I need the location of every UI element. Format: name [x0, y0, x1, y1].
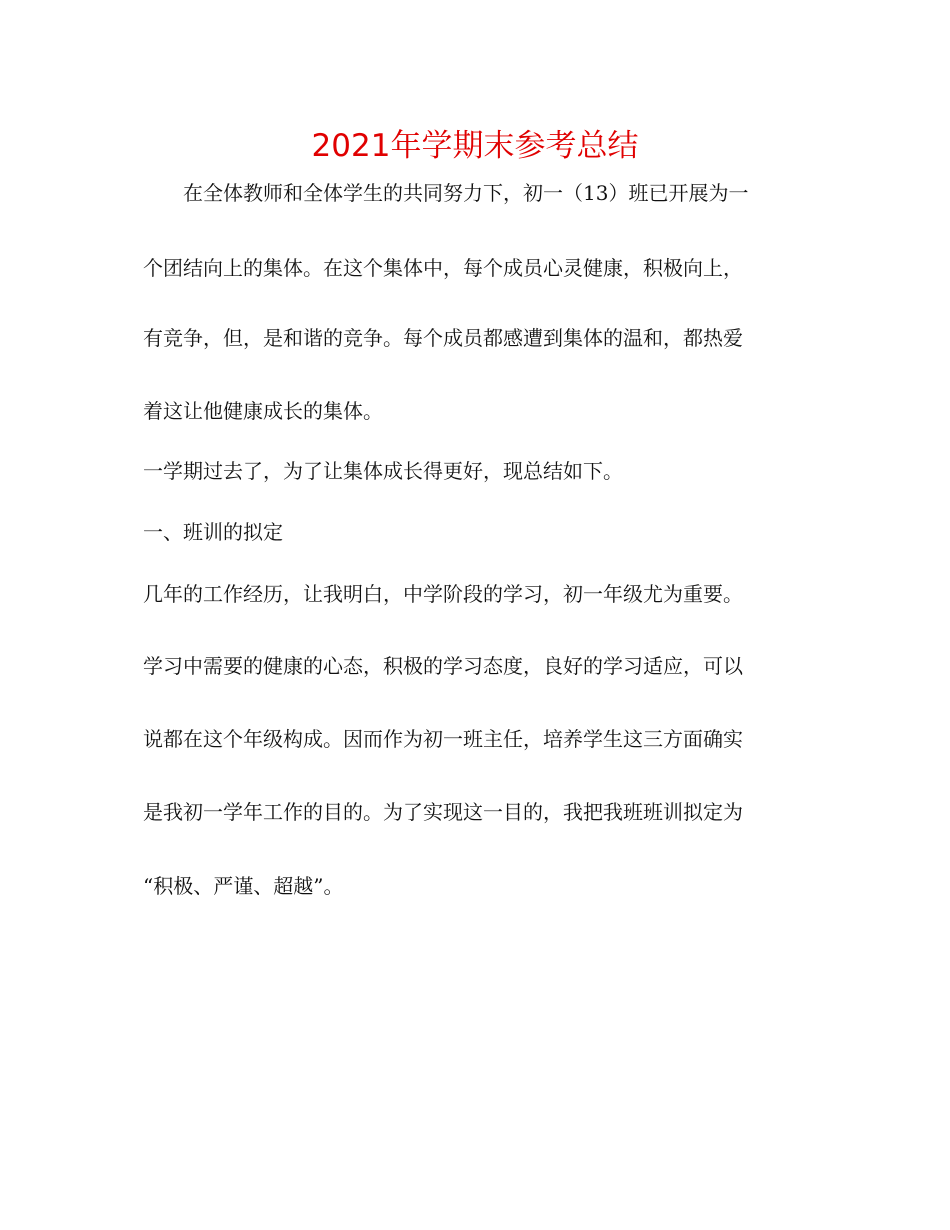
paragraph-line-5: 几年的工作经历，让我明白，中学阶段的学习，初一年级尤为重要。 — [143, 582, 743, 606]
paragraph-line-8: 是我初一学年工作的目的。为了实现这一目的，我把我班班训拟定为 — [143, 800, 743, 824]
section-heading-1: 一、班训的拟定 — [143, 520, 283, 544]
paragraph-line-2: 个团结向上的集体。在这个集体中，每个成员心灵健康，积极向上， — [143, 256, 743, 280]
paragraph-line-4: 着这让他健康成长的集体。 — [143, 399, 383, 423]
document-title: 2021年学期末参考总结 — [311, 128, 639, 164]
paragraph-line-1: 在全体教师和全体学生的共同努力下，初一（13）班已开展为一 — [143, 181, 749, 205]
paragraph-line-6: 学习中需要的健康的心态，积极的学习态度，良好的学习适应，可以 — [143, 654, 743, 678]
paragraph-line-9: “积极、严谨、超越”。 — [143, 874, 344, 898]
summary-intro-line: 一学期过去了，为了让集体成长得更好，现总结如下。 — [143, 459, 623, 483]
paragraph-line-7: 说都在这个年级构成。因而作为初一班主任，培养学生这三方面确实 — [143, 727, 743, 751]
paragraph-line-3: 有竞争，但，是和谐的竞争。每个成员都感遭到集体的温和，都热爱 — [143, 326, 743, 350]
